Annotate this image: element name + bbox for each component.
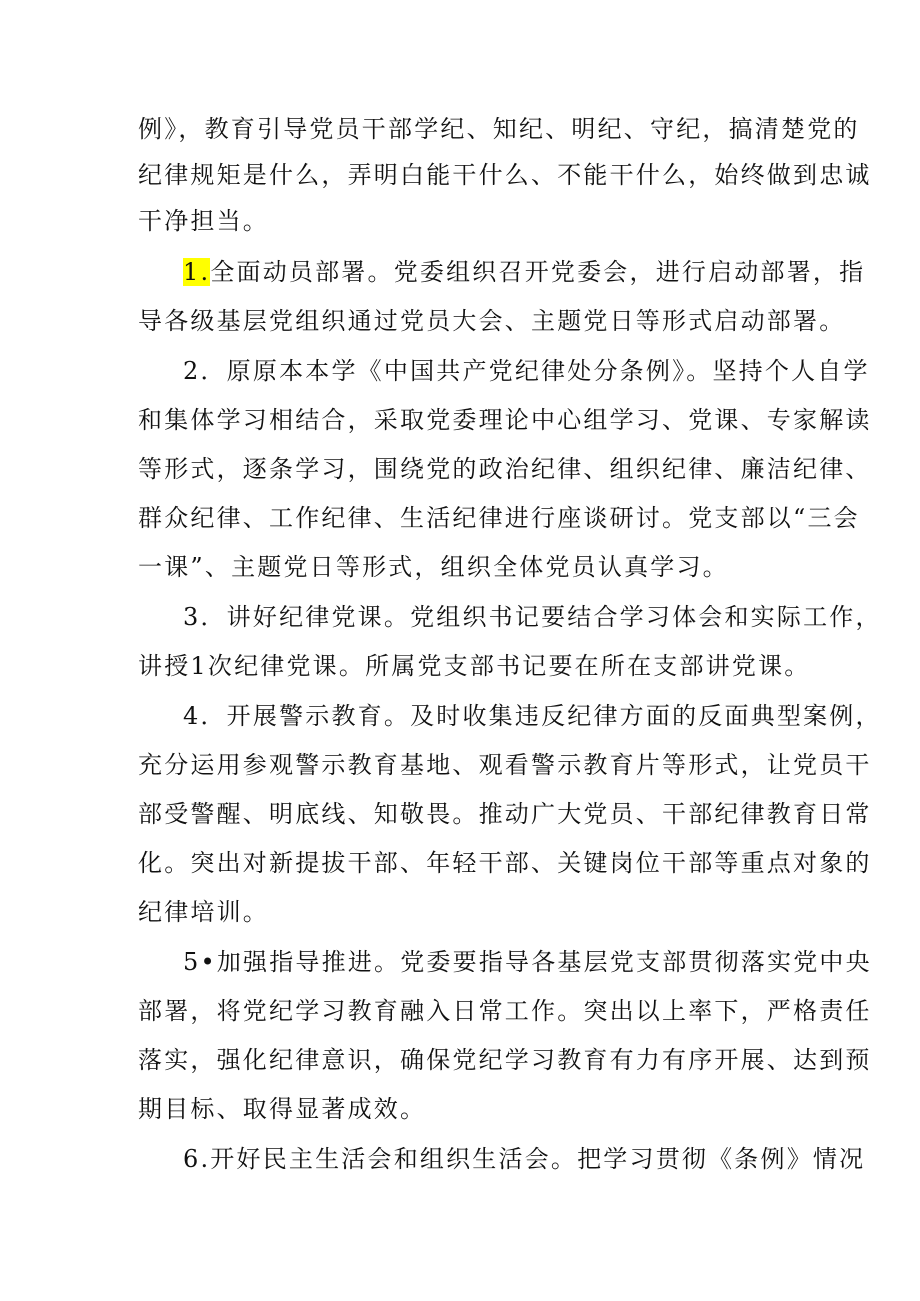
paragraph-line: 6.开好民主生活会和组织生活会。把学习贯彻《条例》情况 [183, 1145, 866, 1173]
paragraph-line: 2．原原本本学《中国共产党纪律处分条例》。坚持个人自学 [183, 357, 870, 385]
paragraph-line: 3．讲好纪律党课。党组织书记要结合学习体会和实际工作， [183, 603, 882, 631]
paragraph-line: 纪律培训。 [138, 898, 269, 926]
paragraph-text: 全面动员部署。党委组织召开党委会，进行启动部署，指 [210, 258, 866, 286]
paragraph-line: 纪律规矩是什么，弄明白能干什么、不能干什么，始终做到忠诚 [138, 161, 872, 189]
paragraph-line: 干净担当。 [138, 207, 269, 235]
paragraph-line: 化。突出对新提拔干部、年轻干部、关键岗位干部等重点对象的 [138, 849, 872, 877]
paragraph-line: 一课”、主题党日等形式，组织全体党员认真学习。 [138, 553, 729, 581]
paragraph-line: 落实，强化纪律意识，确保党纪学习教育有力有序开展、达到预 [138, 1046, 872, 1074]
highlighted-number: 1. [183, 258, 211, 286]
paragraph-line: 例》，教育引导党员干部学纪、知纪、明纪、守纪，搞清楚党的 [138, 115, 860, 143]
paragraph-line: 讲授1次纪律党课。所属党支部书记要在所在支部讲党课。 [138, 652, 811, 680]
paragraph-line: 部受警醒、明底线、知敬畏。推动广大党员、干部纪律教育日常 [138, 800, 872, 828]
paragraph-line: 和集体学习相结合，采取党委理论中心组学习、党课、专家解读 [138, 406, 872, 434]
paragraph-line: 4．开展警示教育。及时收集违反纪律方面的反面典型案例， [183, 702, 882, 730]
paragraph-line: 导各级基层党组织通过党员大会、主题党日等形式启动部署。 [138, 307, 846, 335]
paragraph-line: 期目标、取得显著成效。 [138, 1095, 427, 1123]
paragraph-line: 群众纪律、工作纪律、生活纪律进行座谈研讨。党支部以“三会 [138, 504, 860, 532]
paragraph-line: 部署，将党纪学习教育融入日常工作。突出以上率下，严格责任 [138, 997, 872, 1025]
paragraph-line [183, 249, 866, 295]
paragraph-line: 充分运用参观警示教育基地、观看警示教育片等形式，让党员干 [138, 751, 872, 779]
paragraph-line: 等形式，逐条学习，围绕党的政治纪律、组织纪律、廉洁纪律、 [138, 455, 872, 483]
paragraph-line: 5•加强指导推进。党委要指导各基层党支部贯彻落实党中央 [183, 948, 872, 976]
